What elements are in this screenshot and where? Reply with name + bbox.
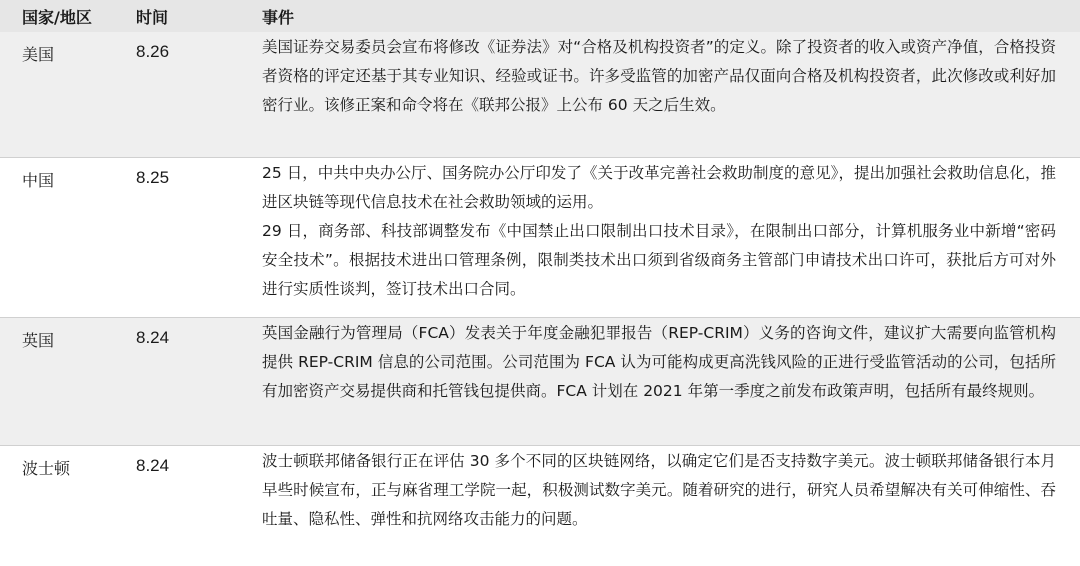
event-paragraph: 25 日，中共中央办公厅、国务院办公厅印发了《关于改革完善社会救助制度的意见》，提出加强社会救助信息化，推进区块链等现代信息技术在社会救助领域的运用。 xyxy=(262,164,1056,211)
event-paragraph: 英国金融行为管理局（FCA）发表关于年度金融犯罪报告（REP-CRIM）义务的咨询文件，建议扩大需要向监管机构提供 REP-CRIM 信息的公司范围。公司范围为 FCA 认为可能构成更高洗钱风险的正进行受监管活动的公司，包括所有加密资产交易提供商和托管钱包提供商。FCA 计划在 2021 年第一季度之前发布政策声明，包括所有最终规则。 xyxy=(262,324,1056,400)
header-country: 国家/地区 xyxy=(22,7,92,27)
row-time: 8.26 xyxy=(136,42,170,61)
table-row xyxy=(0,318,1080,446)
row-time: 8.25 xyxy=(136,168,170,187)
row-event xyxy=(236,318,1080,445)
table-row xyxy=(0,32,1080,158)
table-header xyxy=(0,0,1080,32)
row-event xyxy=(236,158,1080,317)
row-event xyxy=(236,446,1080,566)
event-paragraph: 美国证券交易委员会宣布将修改《证券法》对“合格及机构投资者”的定义。除了投资者的收入或资产净值，合格投资者资格的评定还基于其专业知识、经验或证书。许多受监管的加密产品仅面向合格及机构投资者，此次修改或利好加密行业。该修正案和命令将在《联邦公报》上公布 60 天之后生效。 xyxy=(262,38,1056,114)
table-row xyxy=(0,446,1080,566)
header-time: 时间 xyxy=(136,7,169,27)
event-paragraph: 波士顿联邦储备银行正在评估 30 多个不同的区块链网络，以确定它们是否支持数字美元。波士顿联邦储备银行本月早些时候宣布，正与麻省理工学院一起，积极测试数字美元。随着研究的进行，研究人员希望解决有关可伸缩性、吞吐量、隐私性、弹性和抗网络攻击能力的问题。 xyxy=(262,452,1056,528)
row-country: 波士顿 xyxy=(22,459,71,478)
row-country: 美国 xyxy=(22,45,55,64)
row-time: 8.24 xyxy=(136,328,170,347)
table-row xyxy=(0,158,1080,318)
row-country: 英国 xyxy=(22,331,55,350)
event-paragraph: 29 日，商务部、科技部调整发布《中国禁止出口限制出口技术目录》，在限制出口部分，计算机服务业中新增“密码安全技术”。根据技术进出口管理条例，限制类技术出口须到省级商务主管部门申请技术出口许可，获批后方可对外进行实质性谈判，签订技术出口合同。 xyxy=(262,222,1056,298)
row-event xyxy=(236,32,1080,157)
header-event: 事件 xyxy=(262,7,295,27)
row-time: 8.24 xyxy=(136,456,170,475)
row-country: 中国 xyxy=(22,171,55,190)
